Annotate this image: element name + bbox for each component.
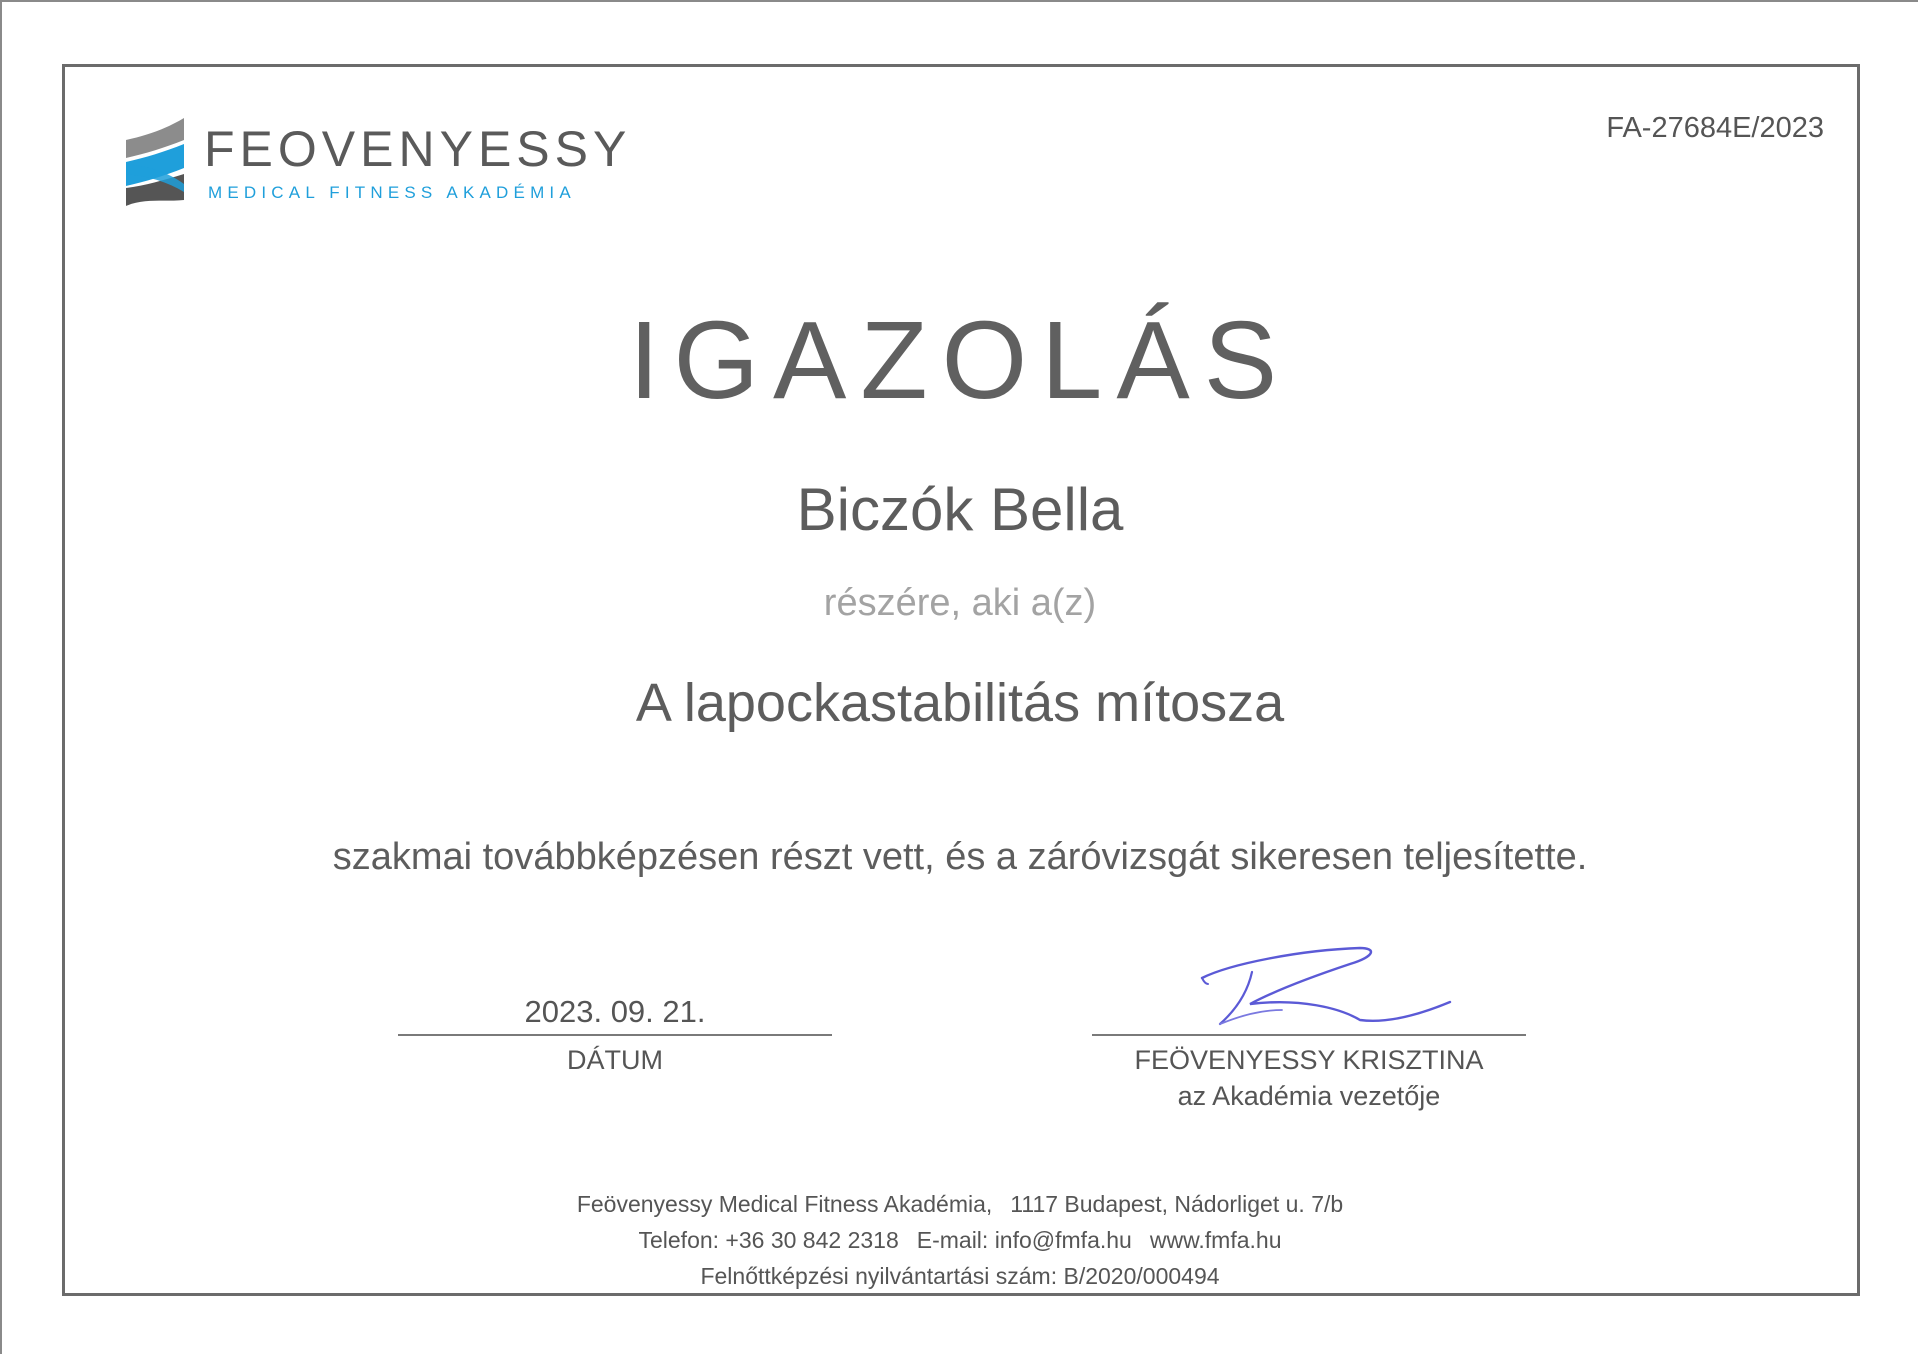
footer (0, 1186, 1920, 1294)
date-line (398, 1034, 832, 1036)
date-block (398, 990, 832, 1078)
footer-org: Feövenyessy Medical Fitness Akadémia, (576, 1191, 993, 1217)
for-text: részére, aki a(z) (823, 582, 1097, 624)
academy-logo-mark-icon (124, 118, 188, 210)
certificate-number: FA-27684E/2023 (1606, 112, 1824, 144)
signature-line (1092, 1034, 1526, 1036)
logo-subtitle: MEDICAL FITNESS AKADÉMIA (208, 183, 576, 202)
course-title: A lapockastabilitás mítosza (635, 673, 1285, 733)
signatory-name: FEÖVENYESSY KRISZTINA (1134, 1045, 1484, 1075)
completion-statement: szakmai továbbképzésen részt vett, és a záróvizsgát sikeresen teljesítette. (332, 836, 1588, 878)
logo-name: FEOVENYESSY (204, 121, 632, 177)
date-label: DÁTUM (567, 1045, 663, 1075)
academy-logo (124, 118, 632, 218)
footer-web: www.fmfa.hu (1149, 1227, 1282, 1253)
footer-line-1 (0, 1186, 1920, 1222)
signatory-role: az Akadémia vezetője (1177, 1081, 1441, 1111)
footer-phone: Telefon: +36 30 842 2318 (638, 1227, 899, 1253)
certificate-title: IGAZOLÁS (628, 299, 1292, 422)
footer-line-2 (0, 1222, 1920, 1258)
footer-registration: Felnőttképzési nyilvántartási szám: B/2020/000494 (700, 1263, 1220, 1289)
recipient-name: Biczók Bella (796, 476, 1124, 543)
date-value: 2023. 09. 21. (524, 994, 706, 1029)
signature-block (1092, 990, 1526, 1114)
footer-address: 1117 Budapest, Nádorliget u. 7/b (1010, 1191, 1344, 1217)
footer-email: E-mail: info@fmfa.hu (916, 1227, 1132, 1253)
